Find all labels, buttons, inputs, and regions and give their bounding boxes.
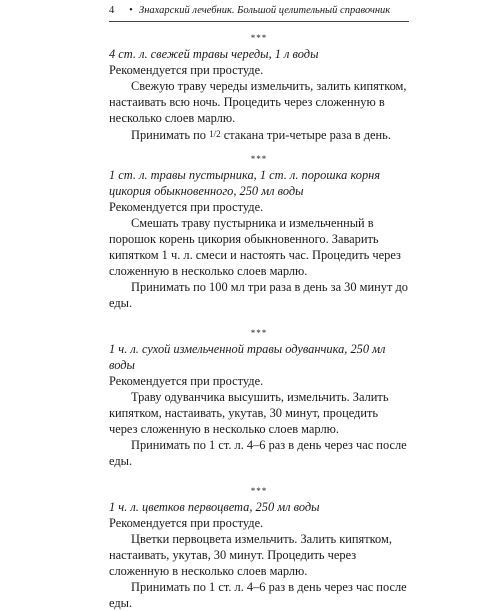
dosage-fraction: 1/2 xyxy=(209,129,221,139)
recipe-title: 1 ч. л. цветков первоцвета, 250 мл воды xyxy=(109,500,320,514)
page-number: 4 xyxy=(109,5,115,16)
recipe-indication: Рекомендуется при простуде. xyxy=(109,63,264,77)
running-title: Знахарский лечебник. Большой целительный справочник xyxy=(139,5,391,16)
dosage-text-before: Принимать по xyxy=(131,128,206,142)
recipe-preparation: Смешать траву пустырника и измельченный в порошок корень цикория обыкновенного. Заварить кипятком 1 ч. л. смеси и настоять час. Процедить через сложенную в несколько слоев марлю. xyxy=(109,216,401,278)
dosage-text-after: стакана три-четыре раза в день. xyxy=(223,128,391,142)
section-separator: *** xyxy=(250,486,268,496)
recipe-title: 1 ч. л. сухой измельченной травы одуванчика, 250 мл воды xyxy=(109,342,386,372)
recipe-title: 1 ст. л. травы пустырника, 1 ст. л. порошка корня цикория обыкновенного, 250 мл воды xyxy=(109,168,381,198)
section-separator: *** xyxy=(250,154,268,164)
recipe-indication: Рекомендуется при простуде. xyxy=(109,200,264,214)
section-separator: *** xyxy=(250,328,268,338)
recipe-block-2 xyxy=(109,151,409,311)
recipe-block-3 xyxy=(109,325,409,469)
recipe-indication: Рекомендуется при простуде. xyxy=(109,516,264,530)
recipe-dosage: Принимать по 1 ст. л. 4–6 раз в день через час после еды. xyxy=(109,438,407,468)
recipe-block-4 xyxy=(109,483,409,611)
recipe-preparation: Траву одуванчика высушить, измельчить. Залить кипятком, настаивать, укутав, 30 минут, процедить через сложенную в несколько слоев марлю. xyxy=(109,390,389,436)
header-bullet: • xyxy=(129,5,133,16)
page-content xyxy=(109,22,409,611)
recipe-block-1 xyxy=(109,30,409,143)
recipe-preparation: Цветки первоцвета измельчить. Залить кипятком, настаивать, укутав, 30 минут. Процедить через сложенную в несколько слоев марлю. xyxy=(109,532,392,578)
recipe-title: 4 ст. л. свежей травы череды, 1 л воды xyxy=(109,47,319,61)
running-header xyxy=(109,2,409,20)
recipe-dosage: Принимать по 1 ст. л. 4–6 раз в день через час после еды. xyxy=(109,580,407,610)
recipe-dosage xyxy=(109,126,409,143)
recipe-preparation: Свежую траву череды измельчить, залить кипятком, настаивать всю ночь. Процедить через сложенную в несколько слоев марлю. xyxy=(109,79,407,125)
section-separator: *** xyxy=(250,33,268,43)
recipe-dosage: Принимать по 100 мл три раза в день за 30 минут до еды. xyxy=(109,280,408,310)
recipe-indication: Рекомендуется при простуде. xyxy=(109,374,264,388)
